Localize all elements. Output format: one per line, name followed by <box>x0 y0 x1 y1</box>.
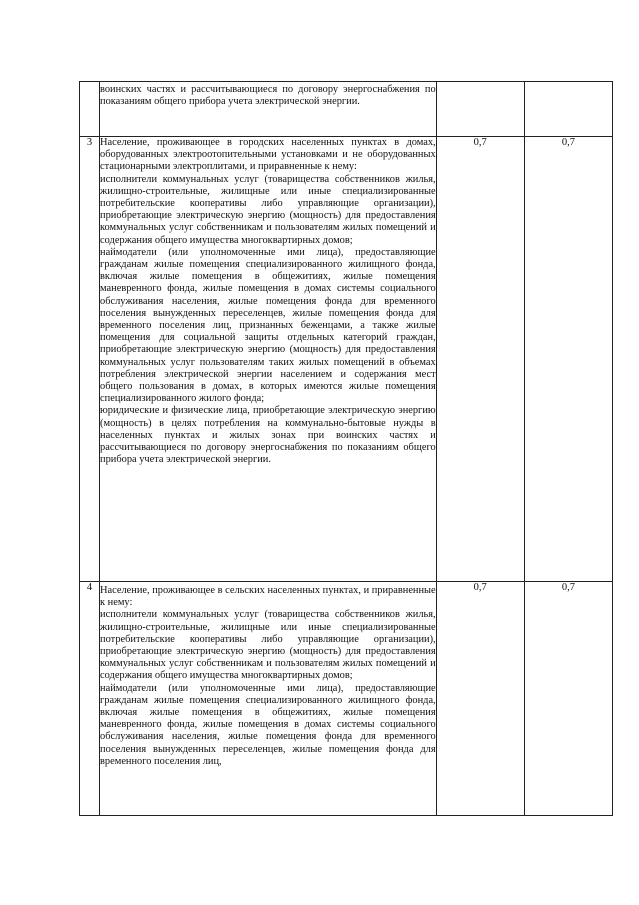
description-paragraph: Население, проживающее в городских населенных пунктах в домах, оборудованных электроотопительными установками и не оборудованных стационарными электроплитами, и приравненные к нему: <box>100 137 436 173</box>
description-paragraph: исполнители коммунальных услуг (товарищества собственников жилья, жилищно-строительные, жилищные или иные специализированные потребительские кооперативы либо управляющие организации), приобретающие электрическую энергию (мощность) для предоставления коммунальных услуг собственникам и пользователям жилых помещений и содержания общего имущества многоквартирных домов; <box>100 173 436 246</box>
description-paragraph: наймодатели (или уполномоченные ими лица), предоставляющие гражданам жилые помещения специализированного жилищного фонда, включая жилые помещения в общежитиях, жилые помещения маневренного фонда, жилые помещения в домах системы социального обслуживания населения, жилые помещения фонда для временного поселения вынужденных переселенцев, жилые помещения фонда для временного поселения лиц, <box>100 682 436 767</box>
row-description <box>100 582 437 816</box>
row-number <box>80 82 100 137</box>
row-number: 3 <box>80 137 100 582</box>
description-paragraph: Население, проживающее в сельских населенных пунктах, и приравненные к нему: <box>100 585 436 609</box>
row-description <box>100 137 437 582</box>
row-number: 4 <box>80 582 100 816</box>
row-value-2 <box>524 82 612 137</box>
row-value-1: 0,7 <box>436 137 524 582</box>
row-value-2: 0,7 <box>524 582 612 816</box>
description-paragraph: юридические и физические лица, приобретающие электрическую энергию (мощность) в целях потребления на коммунально-бытовые нужды в населенных пунктах и жилых зонах при воинских частях и рассчитывающиеся по договору энергоснабжения по показаниям общего прибора учета электрической энергии. <box>100 405 436 466</box>
row-value-1 <box>436 82 524 137</box>
table-row <box>80 582 613 816</box>
description-paragraph: наймодатели (или уполномоченные ими лица), предоставляющие гражданам жилые помещения специализированного жилищного фонда, включая жилые помещения в общежитиях, жилые помещения маневренного фонда, жилые помещения в домах системы социального обслуживания населения, жилые помещения фонда для временного поселения вынужденных переселенцев, жилые помещения фонда для временного поселения лиц, признанных беженцами, а также жилые помещения для социальной защиты отдельных категорий граждан, приобретающие электрическую энергию (мощность) для предоставления коммунальных услуг пользователям таких жилых помещений в объемах потребления электрической энергии населением и содержания мест общего пользования в домах, в которых имеются жилые помещения специализированного жилого фонда; <box>100 246 436 405</box>
row-value-1: 0,7 <box>436 582 524 816</box>
row-value-2: 0,7 <box>524 137 612 582</box>
description-paragraph: воинских частях и рассчитывающиеся по договору энергоснабжения по показаниям общего прибора учета электрической энергии. <box>100 84 436 108</box>
row-description <box>100 82 437 137</box>
description-paragraph: исполнители коммунальных услуг (товарищества собственников жилья, жилищно-строительные, жилищные или иные специализированные потребительские кооперативы либо управляющие организации), приобретающие электрическую энергию (мощность) для предоставления коммунальных услуг собственникам и пользователям жилых помещений и содержания общего имущества многоквартирных домов; <box>100 609 436 682</box>
table-row <box>80 82 613 137</box>
table-row <box>80 137 613 582</box>
tariff-table <box>79 81 613 816</box>
